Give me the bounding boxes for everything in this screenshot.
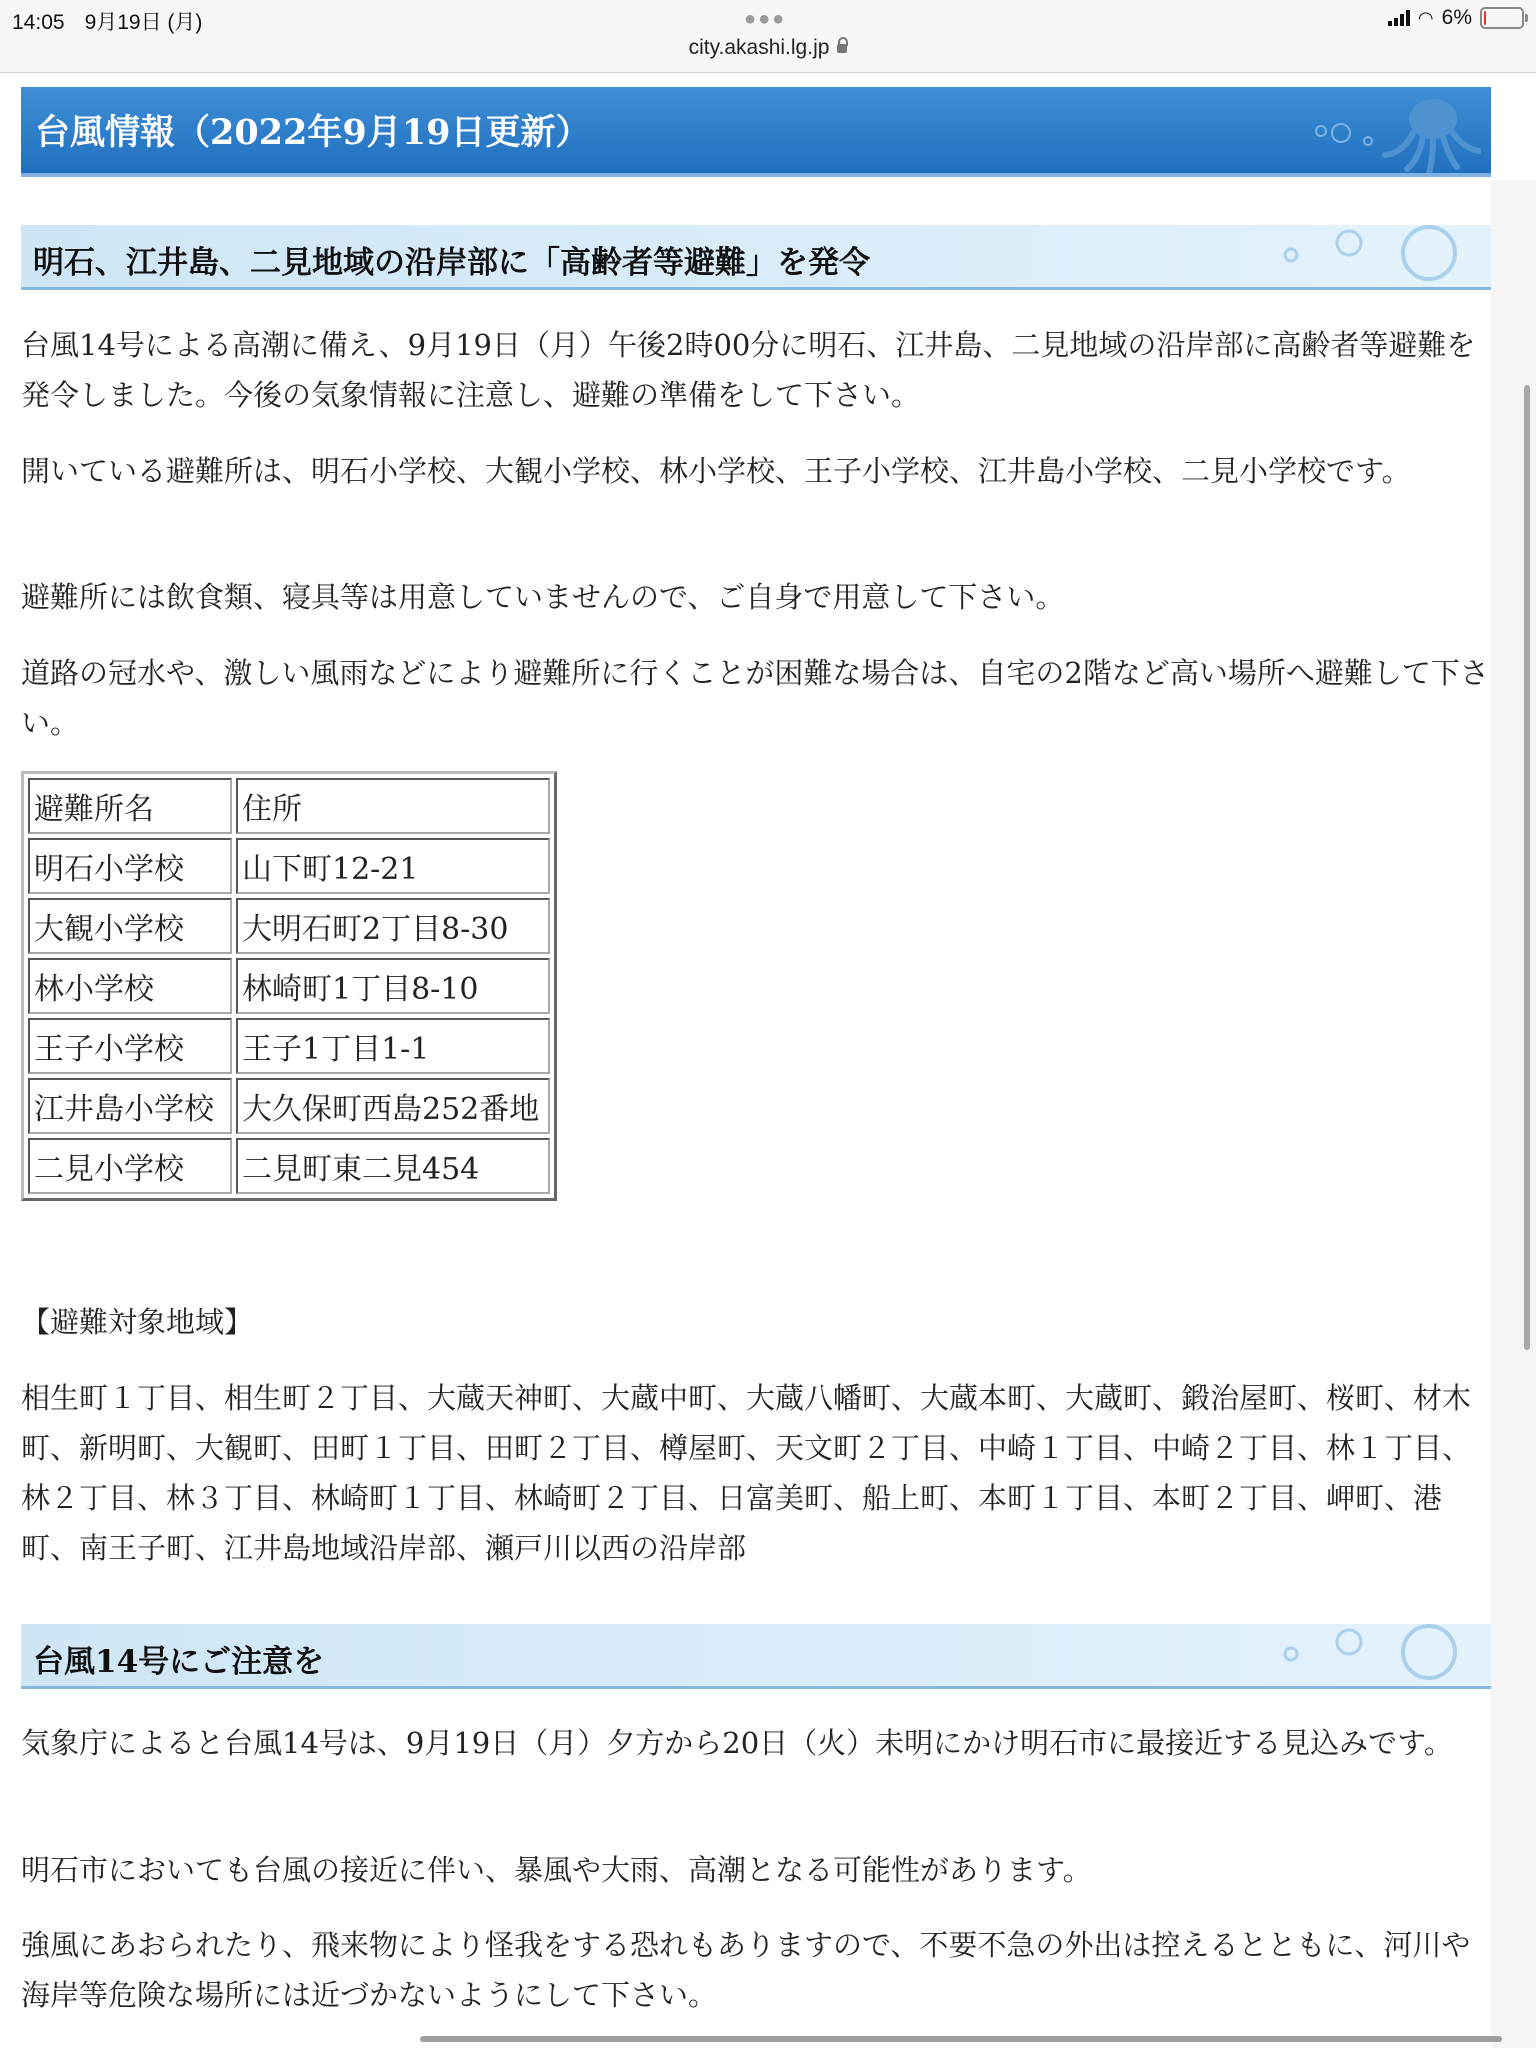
bubbles-decoration-icon	[1271, 1624, 1491, 1686]
address-bar[interactable]	[0, 36, 1536, 60]
supplies-paragraph: 避難所には飲食類、寝具等は用意していませんので、ご自身で用意して下さい。	[21, 580, 1065, 614]
shelter-name-cell: 明石小学校	[28, 838, 232, 894]
section-title-typhoon-warning: 台風14号にご注意を	[33, 1644, 325, 1680]
shelter-name-cell: 林小学校	[28, 958, 232, 1014]
approach-forecast-paragraph: 気象庁によると台風14号は、9月19日（月）夕方から20日（火）未明にかけ明石市に最接近する見込みです。	[21, 1726, 1453, 1760]
more-dots-icon[interactable]: ●●●	[744, 8, 787, 30]
signal-icon	[1388, 10, 1410, 26]
octopus-icon	[1301, 89, 1481, 175]
table-row	[28, 838, 550, 894]
status-bar	[0, 0, 1536, 73]
battery-icon	[1480, 7, 1524, 29]
page-title-banner	[21, 87, 1491, 177]
shelter-address-cell: 王子1丁目1-1	[236, 1018, 550, 1074]
table-row	[28, 1138, 550, 1194]
target-areas-label: 【避難対象地域】	[21, 1305, 254, 1339]
battery-fill	[1484, 11, 1486, 25]
table-row	[28, 1078, 550, 1134]
shelter-address-cell: 山下町12-21	[236, 838, 550, 894]
table-header-cell: 住所	[236, 778, 550, 834]
shelter-address-cell: 大明石町2丁目8-30	[236, 898, 550, 954]
table-row	[28, 958, 550, 1014]
table-header-cell: 避難所名	[28, 778, 232, 834]
bubbles-decoration-icon	[1271, 225, 1491, 287]
horizontal-scrollbar[interactable]	[420, 2036, 1502, 2042]
stay-indoors-paragraph: 強風にあおられたり、飛来物により怪我をする恐れもありますので、不要不急の外出は控えるとともに、河川や海岸等危険な場所には近づかないようにして下さい。	[21, 1928, 1471, 2012]
page-title: 台風情報（2022年9月19日更新）	[35, 112, 591, 153]
vertical-scrollbar[interactable]	[1524, 385, 1530, 1350]
table-header-row	[28, 778, 550, 834]
status-time: 14:05	[12, 11, 65, 34]
shelter-address-cell: 大久保町西島252番地	[236, 1078, 550, 1134]
notice-paragraph: 台風14号による高潮に備え、9月19日（月）午後2時00分に明石、江井島、二見地域の沿岸部に高齢者等避難を発令しました。今後の気象情報に注意し、避難の準備をして下さい。	[21, 328, 1476, 412]
shelter-table	[21, 771, 557, 1201]
table-row	[28, 1018, 550, 1074]
shelter-name-cell: 大観小学校	[28, 898, 232, 954]
section-title-evacuation: 明石、江井島、二見地域の沿岸部に「高齢者等避難」を発令	[33, 245, 870, 281]
vertical-evacuation-paragraph: 道路の冠水や、激しい風雨などにより避難所に行くことが困難な場合は、自宅の2階など高い場所へ避難して下さい。	[21, 656, 1489, 740]
risk-paragraph: 明石市においても台風の接近に伴い、暴風や大雨、高潮となる可能性があります。	[21, 1853, 1092, 1887]
lock-icon	[837, 44, 847, 53]
url-text: city.akashi.lg.jp	[688, 36, 830, 59]
shelter-address-cell: 林崎町1丁目8-10	[236, 958, 550, 1014]
shelters-open-paragraph: 開いている避難所は、明石小学校、大観小学校、林小学校、王子小学校、江井島小学校、二見小学校です。	[21, 454, 1411, 488]
shelter-name-cell: 二見小学校	[28, 1138, 232, 1194]
section-heading-evacuation	[21, 225, 1491, 290]
table-row	[28, 898, 550, 954]
shelter-name-cell: 王子小学校	[28, 1018, 232, 1074]
status-date: 9月19日 (月)	[84, 11, 203, 34]
target-areas-list: 相生町１丁目、相生町２丁目、大蔵天神町、大蔵中町、大蔵八幡町、大蔵本町、大蔵町、鍛治屋町、桜町、材木町、新明町、大観町、田町１丁目、田町２丁目、樽屋町、天文町２丁目、中崎１丁目、中崎２丁目、林１丁目、林２丁目、林３丁目、林崎町１丁目、林崎町２丁目、日富美町、船上町、本町１丁目、本町２丁目、岬町、港町、南王子町、江井島地域沿岸部、瀬戸川以西の沿岸部	[21, 1381, 1472, 1565]
shelter-name-cell: 江井島小学校	[28, 1078, 232, 1134]
shelter-address-cell: 二見町東二見454	[236, 1138, 550, 1194]
section-heading-typhoon-warning	[21, 1624, 1491, 1689]
wifi-icon: ◠	[1417, 7, 1434, 28]
battery-percent: 6%	[1441, 6, 1472, 29]
